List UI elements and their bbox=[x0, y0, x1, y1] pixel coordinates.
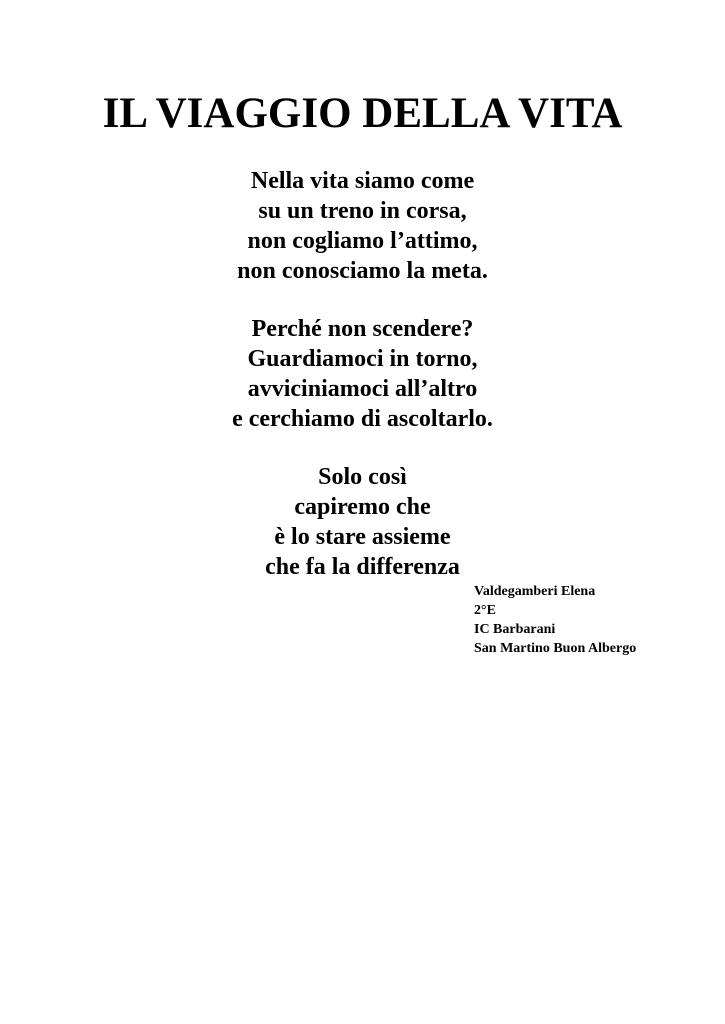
author-signature bbox=[474, 582, 636, 658]
poem-line: su un treno in corsa, bbox=[258, 198, 467, 224]
author-town: San Martino Buon Albergo bbox=[474, 641, 637, 656]
poem-line: non cogliamo l’attimo, bbox=[247, 228, 478, 254]
poem-line: è lo stare assieme bbox=[274, 524, 451, 550]
author-name: Valdegamberi Elena bbox=[474, 584, 596, 599]
poem-line: Guardiamoci in torno, bbox=[247, 346, 478, 372]
poem-line: capiremo che bbox=[294, 494, 431, 520]
poem-line: e cerchiamo di ascoltarlo. bbox=[232, 406, 493, 432]
author-class: 2°E bbox=[474, 603, 496, 618]
poem-line: non conosciamo la meta. bbox=[237, 258, 488, 284]
poem-line: Nella vita siamo come bbox=[250, 168, 475, 194]
author-school: IC Barbarani bbox=[474, 622, 556, 637]
poem-body bbox=[0, 166, 725, 610]
poem-title: IL VIAGGIO DELLA VITA bbox=[102, 90, 623, 137]
poem-line: Perché non scendere? bbox=[251, 316, 474, 342]
stanza-1 bbox=[0, 166, 725, 286]
poem-line: avviciniamoci all’altro bbox=[247, 376, 478, 402]
poem-line: Solo così bbox=[318, 464, 407, 490]
stanza-3 bbox=[0, 462, 725, 582]
poem-line: che fa la differenza bbox=[265, 554, 460, 580]
stanza-2 bbox=[0, 314, 725, 434]
